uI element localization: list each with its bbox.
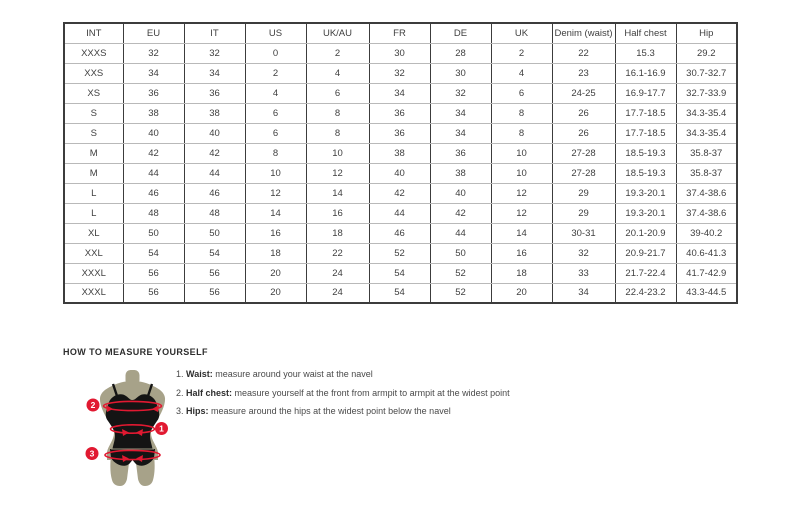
table-row: [64, 43, 737, 63]
column-header: UK: [491, 23, 552, 43]
table-cell: 42: [430, 203, 491, 223]
table-cell: XXS: [64, 63, 123, 83]
table-cell: 34.3-35.4: [676, 103, 737, 123]
table-cell: 50: [430, 243, 491, 263]
table-cell: 50: [123, 223, 184, 243]
table-cell: 42: [123, 143, 184, 163]
table-cell: 4: [245, 83, 306, 103]
table-cell: 43.3-44.5: [676, 283, 737, 303]
table-cell: 32: [552, 243, 615, 263]
table-cell: 56: [184, 283, 245, 303]
table-row: [64, 203, 737, 223]
table-cell: 2: [245, 63, 306, 83]
table-cell: 36: [123, 83, 184, 103]
table-row: [64, 183, 737, 203]
table-cell: 24: [306, 263, 369, 283]
table-cell: 8: [245, 143, 306, 163]
table-cell: 8: [491, 103, 552, 123]
table-cell: 12: [491, 183, 552, 203]
size-chart-table: [63, 22, 738, 304]
table-cell: 20: [245, 283, 306, 303]
table-cell: 17.7-18.5: [615, 103, 676, 123]
table-cell: 16: [245, 223, 306, 243]
table-cell: 38: [430, 163, 491, 183]
table-cell: 22: [306, 243, 369, 263]
table-cell: 28: [430, 43, 491, 63]
svg-text:1: 1: [159, 423, 164, 434]
table-cell: 34: [184, 63, 245, 83]
table-cell: 22.4-23.2: [615, 283, 676, 303]
table-cell: 32.7-33.9: [676, 83, 737, 103]
table-cell: 29.2: [676, 43, 737, 63]
table-cell: 32: [123, 43, 184, 63]
measure-item-text: measure around the hips at the widest point below the navel: [208, 406, 451, 416]
measure-item-text: measure around your waist at the navel: [212, 369, 373, 379]
table-cell: 21.7-22.4: [615, 263, 676, 283]
table-cell: 14: [245, 203, 306, 223]
table-cell: 30: [369, 43, 430, 63]
table-row: [64, 263, 737, 283]
table-cell: 14: [306, 183, 369, 203]
column-header: US: [245, 23, 306, 43]
measure-item-number: 3.: [176, 406, 184, 416]
table-cell: 56: [123, 283, 184, 303]
table-cell: 37.4-38.6: [676, 183, 737, 203]
table-cell: 40: [184, 123, 245, 143]
table-cell: 20: [245, 263, 306, 283]
table-cell: 35.8-37: [676, 163, 737, 183]
table-row: [64, 163, 737, 183]
table-cell: 27-28: [552, 163, 615, 183]
table-cell: 20: [491, 283, 552, 303]
table-cell: 8: [306, 123, 369, 143]
column-header: Hip: [676, 23, 737, 43]
table-cell: XL: [64, 223, 123, 243]
table-cell: 34: [430, 103, 491, 123]
table-cell: 34: [123, 63, 184, 83]
table-cell: 56: [184, 263, 245, 283]
table-cell: 8: [491, 123, 552, 143]
measure-section-title: HOW TO MEASURE YOURSELF: [63, 347, 208, 357]
table-cell: 37.4-38.6: [676, 203, 737, 223]
table-cell: 56: [123, 263, 184, 283]
table-cell: 38: [184, 103, 245, 123]
table-cell: 10: [245, 163, 306, 183]
table-cell: 24-25: [552, 83, 615, 103]
column-header: INT: [64, 23, 123, 43]
table-cell: 12: [491, 203, 552, 223]
table-cell: 54: [369, 283, 430, 303]
table-cell: 18: [491, 263, 552, 283]
table-cell: 40: [369, 163, 430, 183]
table-cell: 18: [245, 243, 306, 263]
table-cell: 32: [184, 43, 245, 63]
table-cell: 40.6-41.3: [676, 243, 737, 263]
mannequin-svg: [80, 370, 185, 488]
table-cell: 18: [306, 223, 369, 243]
table-cell: 29: [552, 203, 615, 223]
badge-2: [87, 399, 100, 412]
table-row: [64, 63, 737, 83]
column-header: EU: [123, 23, 184, 43]
table-cell: 41.7-42.9: [676, 263, 737, 283]
table-row: [64, 83, 737, 103]
table-cell: L: [64, 183, 123, 203]
table-cell: 14: [491, 223, 552, 243]
column-header: DE: [430, 23, 491, 43]
table-row: [64, 123, 737, 143]
table-row: [64, 143, 737, 163]
table-cell: 54: [369, 263, 430, 283]
table-cell: 32: [369, 63, 430, 83]
table-cell: 42: [369, 183, 430, 203]
column-header: FR: [369, 23, 430, 43]
table-row: [64, 243, 737, 263]
table-cell: 2: [306, 43, 369, 63]
table-cell: 26: [552, 123, 615, 143]
svg-text:3: 3: [89, 448, 95, 459]
table-cell: 15.3: [615, 43, 676, 63]
table-cell: 6: [245, 123, 306, 143]
table-cell: 19.3-20.1: [615, 203, 676, 223]
table-cell: 4: [491, 63, 552, 83]
measure-item-hips: 3. Hips: measure around the hips at the widest point below the navel: [176, 406, 451, 416]
table-cell: 10: [306, 143, 369, 163]
table-cell: 23: [552, 63, 615, 83]
table-cell: XXXL: [64, 283, 123, 303]
measure-item-number: 2.: [176, 387, 184, 398]
table-cell: 34: [552, 283, 615, 303]
column-header: Denim (waist): [552, 23, 615, 43]
table-cell: M: [64, 143, 123, 163]
table-cell: 46: [123, 183, 184, 203]
table-cell: 17.7-18.5: [615, 123, 676, 143]
table-cell: 44: [184, 163, 245, 183]
badge-3: [86, 447, 99, 460]
table-cell: 0: [245, 43, 306, 63]
table-cell: XXXS: [64, 43, 123, 63]
table-cell: 34: [369, 83, 430, 103]
measure-item-text: measure yourself at the front from armpit to armpit at the widest point: [232, 387, 510, 398]
table-cell: 38: [369, 143, 430, 163]
measure-item-label: Waist: [186, 369, 210, 379]
column-header: Half chest: [615, 23, 676, 43]
table-cell: 32: [430, 83, 491, 103]
table-cell: 24: [306, 283, 369, 303]
table-cell: 36: [369, 123, 430, 143]
table-cell: XS: [64, 83, 123, 103]
table-cell: 12: [245, 183, 306, 203]
table-cell: 16: [306, 203, 369, 223]
table-cell: 52: [430, 283, 491, 303]
svg-text:2: 2: [90, 400, 96, 410]
column-header: IT: [184, 23, 245, 43]
table-cell: 48: [123, 203, 184, 223]
table-cell: 10: [491, 163, 552, 183]
table-cell: 44: [123, 163, 184, 183]
table-cell: 34: [430, 123, 491, 143]
table-cell: L: [64, 203, 123, 223]
table-cell: 6: [306, 83, 369, 103]
table-cell: 52: [430, 263, 491, 283]
mannequin-neck: [126, 370, 140, 385]
table-cell: 40: [123, 123, 184, 143]
table-cell: XXL: [64, 243, 123, 263]
table-cell: S: [64, 123, 123, 143]
table-cell: 20.1-20.9: [615, 223, 676, 243]
table-cell: 42: [184, 143, 245, 163]
table-cell: M: [64, 163, 123, 183]
table-cell: 34.3-35.4: [676, 123, 737, 143]
table-cell: 46: [184, 183, 245, 203]
table-cell: 19.3-20.1: [615, 183, 676, 203]
table-cell: 54: [184, 243, 245, 263]
table-cell: 2: [491, 43, 552, 63]
table-cell: 36: [184, 83, 245, 103]
column-header: UK/AU: [306, 23, 369, 43]
table-cell: 44: [369, 203, 430, 223]
table-cell: 30-31: [552, 223, 615, 243]
table-cell: 38: [123, 103, 184, 123]
measure-item-label: Hips: [186, 406, 206, 416]
table-cell: 18.5-19.3: [615, 163, 676, 183]
table-cell: 52: [369, 243, 430, 263]
table-cell: S: [64, 103, 123, 123]
table-cell: 40: [430, 183, 491, 203]
table-header-row: [64, 23, 737, 43]
mannequin-illustration: [80, 370, 185, 488]
table-cell: 50: [184, 223, 245, 243]
measure-item-label: Half chest: [186, 387, 230, 398]
table-cell: 8: [306, 103, 369, 123]
table-cell: 30: [430, 63, 491, 83]
table-cell: 33: [552, 263, 615, 283]
table-cell: 36: [369, 103, 430, 123]
table-row: [64, 223, 737, 243]
table-cell: 12: [306, 163, 369, 183]
measure-item-half-chest: 2. Half chest: measure yourself at the front from armpit to armpit at the widest point: [176, 387, 510, 398]
table-cell: 46: [369, 223, 430, 243]
badge-1: [155, 422, 168, 435]
table-cell: 16.1-16.9: [615, 63, 676, 83]
table-cell: 29: [552, 183, 615, 203]
table-cell: 27-28: [552, 143, 615, 163]
table-cell: 6: [491, 83, 552, 103]
table-cell: 54: [123, 243, 184, 263]
table-cell: 16.9-17.7: [615, 83, 676, 103]
table-cell: 48: [184, 203, 245, 223]
measure-item-waist: 1. Waist: measure around your waist at the navel: [176, 369, 373, 379]
table-row: [64, 103, 737, 123]
table-cell: 22: [552, 43, 615, 63]
table-row: [64, 283, 737, 303]
table-cell: 18.5-19.3: [615, 143, 676, 163]
table-cell: 44: [430, 223, 491, 243]
table-cell: 39-40.2: [676, 223, 737, 243]
size-chart-section: [63, 22, 738, 304]
table-cell: 4: [306, 63, 369, 83]
table-cell: 30.7-32.7: [676, 63, 737, 83]
table-cell: 6: [245, 103, 306, 123]
measure-item-number: 1.: [176, 369, 184, 379]
table-cell: XXXL: [64, 263, 123, 283]
measure-instructions-list: [176, 369, 510, 425]
table-cell: 26: [552, 103, 615, 123]
table-cell: 16: [491, 243, 552, 263]
table-cell: 36: [430, 143, 491, 163]
table-cell: 35.8-37: [676, 143, 737, 163]
table-cell: 20.9-21.7: [615, 243, 676, 263]
table-cell: 10: [491, 143, 552, 163]
